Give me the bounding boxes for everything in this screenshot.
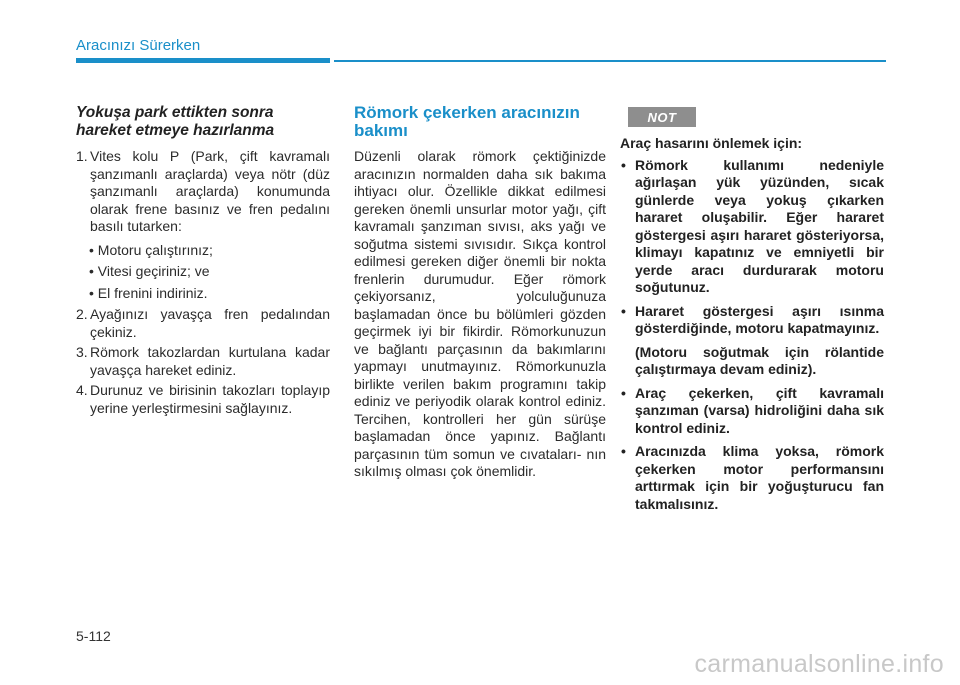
trailer-maintenance-body: Düzenli olarak römork çektiğinizde aracınızın normalden daha sık bakıma ihtiyacı olur. Özellikle dikkat edilmesi gereken önemli unsurlar motor yağı, çift kavramalı şanzıman sıvısı, aks yağı ve soğutma sistemi sıvısıdır. Sıkça kontrol edilmesi gereken diğer önemli bir nokta frenlerin durumudur. Eğer römork çekiyorsanız, yolculuğunuza başlamadan önce bu bölümleri gözden geçirmek iyi bir fikirdir. Römorkunuzun ve bağlantı parçasının da bakımlarını yapmayı unutmayınız. Römorkunuzla birlikte verilen bakım programını takip ediniz ve periyodik olarak kontrol ediniz. Tercihen, kontrolleri her gün sürüşe başlamadan önce yapınız. Bağlantı parçasının tüm somun ve cıvataları- nın sıkılmış olması çok önemlidir. <box>354 148 606 479</box>
step-item <box>76 344 330 379</box>
watermark: carmanualsonline.info <box>694 650 944 678</box>
note-heading: Araç hasarını önlemek için: <box>620 135 803 151</box>
note-badge: NOT <box>628 107 696 127</box>
note-bullet-item <box>620 385 884 438</box>
note-bullet-item <box>620 303 884 338</box>
bullet-icon: • <box>621 384 626 401</box>
step-text: Durunuz ve birisinin takozları toplayıp yerine yerleştirmesini sağlayınız. <box>90 382 330 416</box>
step-number: 4. <box>76 382 88 398</box>
header-rule-thick <box>76 58 330 63</box>
note-bullet-text: Hararet göstergesi aşırı ısınma gösterdiğinde, motoru kapatmayınız. <box>635 302 884 336</box>
page-number: 5-112 <box>76 628 111 644</box>
step-sub-bullets <box>76 242 330 303</box>
column-hill-start <box>76 104 330 420</box>
hill-start-heading-line1: Yokuşa park ettikten sonra <box>76 104 274 121</box>
hill-start-heading <box>76 104 330 140</box>
bullet-icon: • <box>621 156 626 173</box>
bullet-icon: • <box>621 443 626 459</box>
trailer-maintenance-heading: Römork çekerken aracınızın bakımı <box>354 103 580 140</box>
sub-bullet-item: • Vitesi geçiriniz; ve <box>89 263 210 279</box>
note-bullet-text: Aracınızda klima yoksa, römork çekerken motor performansını arttırmak için bir yoğuşturucu fan takmalısınız. <box>635 443 884 512</box>
step-text: Vites kolu P (Park, çift kavramalı şanzımanlı araçlarda) veya nötr (düz şanzımanlı araçlarda) konumunda olarak frene basınız ve fren pedalını basılı tutarken: <box>90 148 330 234</box>
column-trailer-maintenance <box>354 104 606 481</box>
step-number: 1. <box>76 148 88 164</box>
note-sub-text: (Motoru soğutmak için rölantide çalıştırmaya devam ediniz). <box>635 343 884 377</box>
sub-bullet-item: • El frenini indiriniz. <box>89 284 208 301</box>
note-bullet-item <box>620 157 884 297</box>
step-item <box>76 306 330 341</box>
sub-bullet-item: • Motoru çalıştırınız; <box>89 241 213 258</box>
header-rule-thin <box>334 60 886 62</box>
note-bullet-text: Römork kullanımı nedeniyle ağırlaşan yük yüzünden, sıcak günlerde veya yokuş çıkarken hararet oluşabilir. Eğer hararet göstergesi aşırı hararet gösteriyorsa, klimayı kapatınız ve emniyetli bir yerde aracı durdurarak motoru soğutunuz. <box>635 156 884 295</box>
column-note <box>620 135 884 519</box>
note-bullet-text: Araç çekerken, çift kavramalı şanzıman (varsa) hidroliğini daha sık kontrol ediniz. <box>635 384 884 436</box>
step-number: 3. <box>76 344 88 360</box>
step-text: Ayağınızı yavaşça fren pedalından çekiniz. <box>90 306 330 340</box>
step-item <box>76 148 330 236</box>
step-text: Römork takozlardan kurtulana kadar yavaşça hareket ediniz. <box>90 344 330 378</box>
step-item <box>76 382 330 417</box>
note-bullet-item <box>620 443 884 513</box>
section-title: Aracınızı Sürerken <box>76 37 201 54</box>
step-number: 2. <box>76 306 88 322</box>
hill-start-heading-line2: hareket etmeye hazırlanma <box>76 122 275 139</box>
bullet-icon: • <box>621 302 626 319</box>
